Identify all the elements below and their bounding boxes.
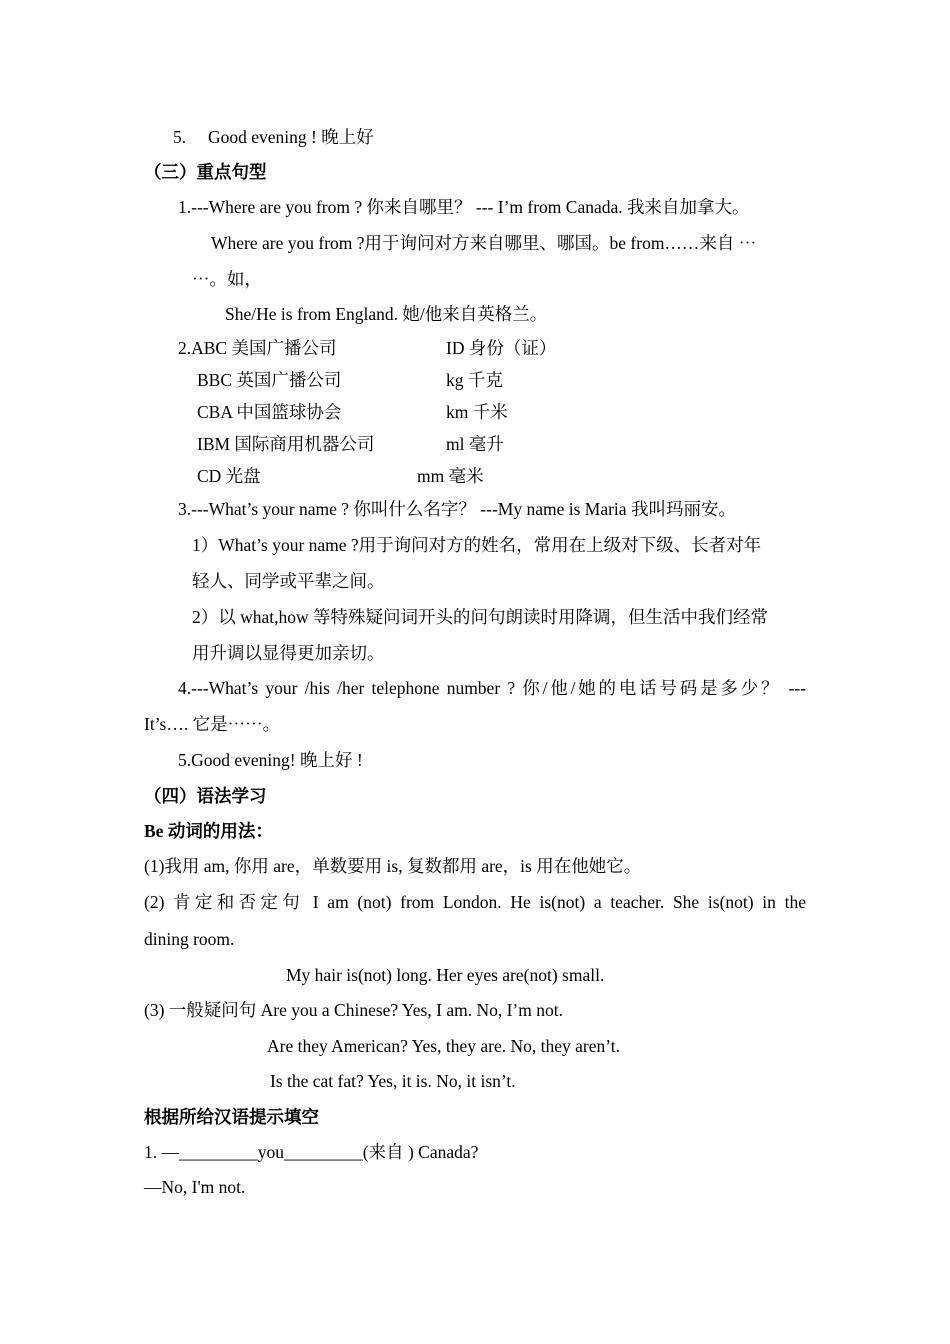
- example-england: She/He is from England. 她/他来自英格兰。: [225, 304, 548, 324]
- grammar-rule-3-example-2: Is the cat fat? Yes, it is. No, it isn’t.: [270, 1071, 516, 1091]
- abbr-kg: kg 千克: [446, 370, 503, 390]
- sentence-5-good-evening: 5.Good evening! 晚上好 !: [178, 750, 363, 770]
- abbr-cba: CBA 中国篮球协会: [197, 402, 342, 422]
- exercise-1-question: 1. —_________you_________(来自 ) Canada?: [144, 1142, 479, 1162]
- exercise-1-answer: —No, I'm not.: [144, 1177, 246, 1197]
- explain-where-from-cont: ⋯。如，: [192, 269, 262, 289]
- grammar-rule-1: (1)我用 am, 你用 are，单数要用 is, 复数都用 are，is 用在他她它。: [144, 856, 642, 876]
- abbr-mm: mm 毫米: [417, 466, 484, 486]
- abbr-ibm: IBM 国际商用机器公司: [197, 434, 375, 454]
- abbr-ml: ml 毫升: [446, 434, 504, 454]
- grammar-rule-2-example: My hair is(not) long. Her eyes are(not) small.: [286, 965, 605, 985]
- explain-where-from: Where are you from ?用于询问对方来自哪里、哪国。be from……来自 ⋯: [211, 233, 757, 253]
- note-1-name-usage-cont: 轻人、同学或平辈之间。: [192, 571, 385, 591]
- note-2-intonation-cont: 用升调以显得更加亲切。: [192, 643, 385, 663]
- note-1-name-usage: 1）What’s your name ?用于询问对方的姓名，常用在上级对下级、长者对年: [192, 535, 762, 555]
- grammar-rule-3: (3) 一般疑问句 Are you a Chinese? Yes, I am. No, I’m not.: [144, 1000, 563, 1020]
- abbr-id: ID 身份（证）: [446, 338, 557, 358]
- abbr-abc: 2.ABC 美国广播公司: [178, 338, 337, 358]
- note-2-intonation: 2）以 what,how 等特殊疑问词开头的问句朗读时用降调，但生活中我们经常: [192, 607, 769, 627]
- section-heading-key-sentences: （三）重点句型: [144, 162, 267, 182]
- sentence-1-where-from: 1.---Where are you from ? 你来自哪里？ --- I’m from Canada. 我来自加拿大。: [178, 197, 750, 217]
- sentence-4-answer: It’s…. 它是⋯⋯。: [144, 714, 281, 734]
- abbr-cd: CD 光盘: [197, 466, 261, 486]
- sentence-3-whats-your-name: 3.---What’s your name ? 你叫什么名字？ ---My name is Maria 我叫玛丽安。: [178, 499, 736, 519]
- exercise-heading: 根据所给汉语提示填空: [144, 1107, 319, 1127]
- grammar-rule-2: (2) 肯定和否定句 I am (not) from London. He is(not) a teacher. She is(not) in the: [144, 892, 806, 912]
- grammar-rule-3-example-1: Are they American? Yes, they are. No, they aren’t.: [267, 1036, 620, 1056]
- line-good-evening-5: 5. Good evening ! 晚上好: [173, 127, 374, 147]
- grammar-rule-2-cont: dining room.: [144, 929, 235, 949]
- section-heading-grammar: （四）语法学习: [144, 786, 267, 806]
- sentence-4-telephone: 4.---What’s your /his /her telephone number ? 你/他/她的电话号码是多少？ ---: [178, 678, 806, 698]
- grammar-be-verb-title: Be 动词的用法：: [144, 821, 273, 841]
- abbr-km: km 千米: [446, 402, 508, 422]
- abbr-bbc: BBC 英国广播公司: [197, 370, 342, 390]
